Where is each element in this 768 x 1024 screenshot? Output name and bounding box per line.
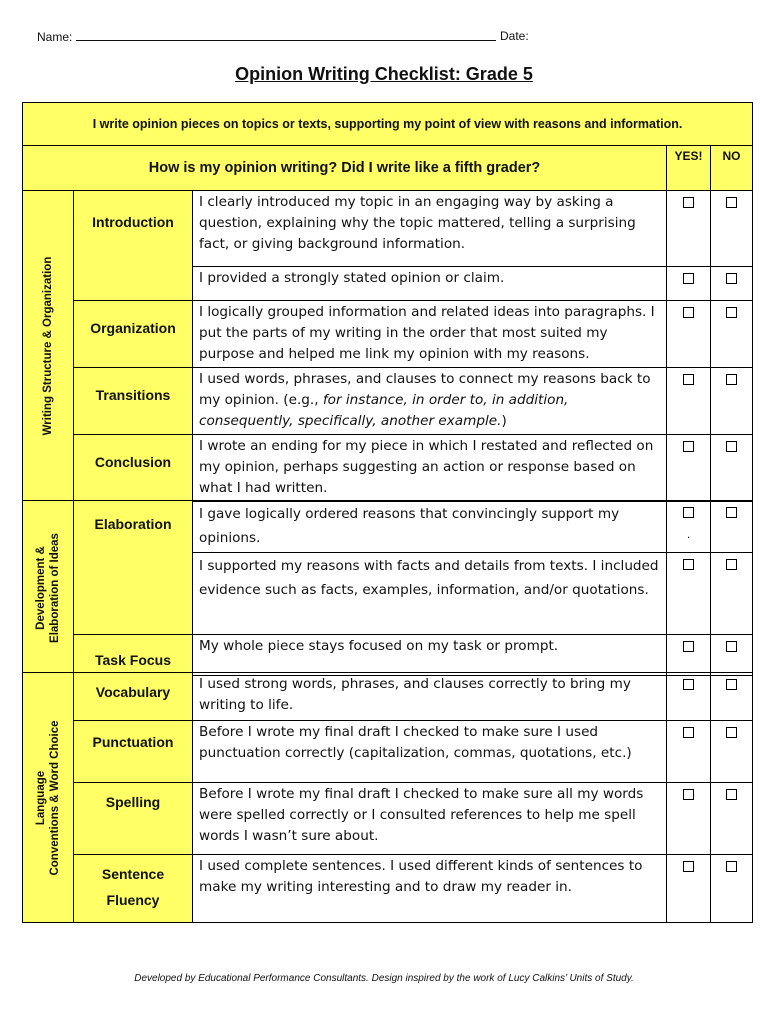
checkbox-icon (683, 727, 694, 738)
criterion-text: Before I wrote my final draft I checked to make sure I used punctuation correctly (capitalization, commas, quotations, etc.) (193, 721, 667, 783)
no-checkbox[interactable] (711, 855, 753, 923)
no-checkbox[interactable] (711, 267, 753, 301)
group-writing-structure (23, 191, 74, 502)
yes-checkbox[interactable] (667, 673, 711, 721)
page-title: Opinion Writing Checklist: Grade 5 (235, 64, 533, 84)
checkbox-icon (726, 197, 737, 208)
category-sentence-fluency: Sentence Fluency (74, 855, 193, 923)
group-label-language: Language (35, 770, 47, 825)
yes-checkbox[interactable] (667, 635, 711, 676)
yes-checkbox[interactable] (667, 368, 711, 435)
yes-checkbox[interactable] (667, 553, 711, 635)
category-transitions: Transitions (74, 368, 193, 435)
category-conclusion: Conclusion (74, 435, 193, 502)
group-language (23, 673, 74, 923)
no-checkbox[interactable] (711, 673, 753, 721)
checkbox-icon (683, 441, 694, 452)
question-row (23, 146, 753, 191)
category-elaboration: Elaboration (74, 501, 193, 635)
checkbox-icon (683, 679, 694, 690)
checkbox-icon (726, 273, 737, 284)
no-checkbox[interactable] (711, 783, 753, 855)
criterion-text: I used strong words, phrases, and clauses correctly to bring my writing to life. (193, 673, 667, 721)
yes-checkbox[interactable] (667, 721, 711, 783)
checklist-question: How is my opinion writing? Did I write like a fifth grader? (23, 146, 667, 191)
table-row (23, 721, 753, 783)
name-blank[interactable] (76, 29, 496, 41)
no-checkbox[interactable] (711, 191, 753, 267)
checkbox-icon (726, 559, 737, 570)
yes-checkbox[interactable] (667, 301, 711, 368)
checkbox-icon (726, 861, 737, 872)
criterion-text: My whole piece stays focused on my task or prompt. (193, 635, 667, 676)
criterion-text: I logically grouped information and related ideas into paragraphs. I put the parts of my writing in the order that most suited my purpose and helped me link my opinion with my reasons. (193, 301, 667, 368)
no-header: NO (711, 146, 753, 191)
checkbox-icon (726, 507, 737, 518)
category-introduction: Introduction (74, 191, 193, 301)
no-checkbox[interactable] (711, 721, 753, 783)
checklist-table-language (22, 672, 753, 923)
no-checkbox[interactable] (711, 301, 753, 368)
category-task-focus: Task Focus (74, 635, 193, 676)
checkbox-icon (726, 789, 737, 800)
category-organization: Organization (74, 301, 193, 368)
yes-checkbox[interactable] (667, 267, 711, 301)
checkbox-icon (683, 197, 694, 208)
category-vocabulary: Vocabulary (74, 673, 193, 721)
footer-credit: Developed by Educational Performance Consultants. Design inspired by the work of Lucy Calkins’ Units of Study. (134, 973, 634, 984)
checkbox-icon (683, 789, 694, 800)
checkbox-icon (683, 559, 694, 570)
table-row (23, 191, 753, 267)
group-development (23, 501, 74, 676)
checkbox-icon (726, 307, 737, 318)
checklist-table-development (22, 500, 753, 676)
checkbox-icon (683, 861, 694, 872)
checkbox-icon (726, 727, 737, 738)
checkbox-icon (726, 441, 737, 452)
table-row (23, 783, 753, 855)
criterion-text: I clearly introduced my topic in an engaging way by asking a question, explaining why the topic mattered, telling a surprising fact, or giving background information. (193, 191, 667, 267)
checkbox-icon (726, 641, 737, 652)
criterion-text: Before I wrote my final draft I checked to make sure all my words were spelled correctly or I consulted references to help me spell words I wasn’t sure about. (193, 783, 667, 855)
table-row (23, 635, 753, 676)
table-row (23, 435, 753, 502)
table-row (23, 301, 753, 368)
transition-examples: for instance, in order to, in addition, consequently, specifically, another example. (199, 392, 569, 429)
checkbox-icon (683, 641, 694, 652)
yes-header: YES! (667, 146, 711, 191)
group-label-conventions: Conventions & Word Choice (49, 719, 61, 876)
yes-checkbox[interactable] (667, 501, 711, 553)
checkbox-icon (683, 507, 694, 518)
checkbox-icon (683, 307, 694, 318)
name-line (37, 29, 496, 44)
table-row (23, 368, 753, 435)
table-row (23, 673, 753, 721)
category-punctuation: Punctuation (74, 721, 193, 783)
no-checkbox[interactable] (711, 435, 753, 502)
standard-row (23, 103, 753, 146)
no-checkbox[interactable] (711, 501, 753, 553)
checklist-table (22, 102, 753, 502)
checkbox-icon (683, 273, 694, 284)
table-row (23, 855, 753, 923)
criterion-text: I used words, phrases, and clauses to connect my reasons back to my opinion. (e.g., for instance, in order to, in addition, consequently, specifically, another example.) (193, 368, 667, 435)
group-label-structure: Writing Structure & Organization (42, 256, 54, 436)
group-label-elaboration: Elaboration of Ideas (49, 533, 61, 643)
date-line (500, 29, 529, 43)
table-row (23, 501, 753, 553)
yes-checkbox[interactable] (667, 435, 711, 502)
no-checkbox[interactable] (711, 635, 753, 676)
criterion-text: I used complete sentences. I used different kinds of sentences to make my writing interesting and to draw my reader in. (193, 855, 667, 923)
criterion-text: I supported my reasons with facts and details from texts. I included evidence such as facts, examples, information, and/or quotations. (193, 553, 667, 635)
yes-checkbox[interactable] (667, 191, 711, 267)
stray-mark: . (686, 527, 691, 541)
criterion-text: I wrote an ending for my piece in which I restated and reflected on my opinion, perhaps suggesting an action or response based on what I had written. (193, 435, 667, 502)
standard-statement: I write opinion pieces on topics or texts, supporting my point of view with reasons and information. (23, 103, 753, 146)
checkbox-icon (683, 374, 694, 385)
criterion-text: I provided a strongly stated opinion or claim. (193, 267, 667, 301)
checkbox-icon (726, 374, 737, 385)
date-label: Date: (500, 29, 529, 43)
no-checkbox[interactable] (711, 553, 753, 635)
group-label-development: Development & (35, 546, 47, 630)
checkbox-icon (726, 679, 737, 690)
category-spelling: Spelling (74, 783, 193, 855)
name-label: Name: (37, 30, 73, 44)
yes-checkbox[interactable] (667, 783, 711, 855)
no-checkbox[interactable] (711, 368, 753, 435)
yes-checkbox[interactable] (667, 855, 711, 923)
criterion-text: I gave logically ordered reasons that convincingly support my opinions. (193, 501, 667, 553)
